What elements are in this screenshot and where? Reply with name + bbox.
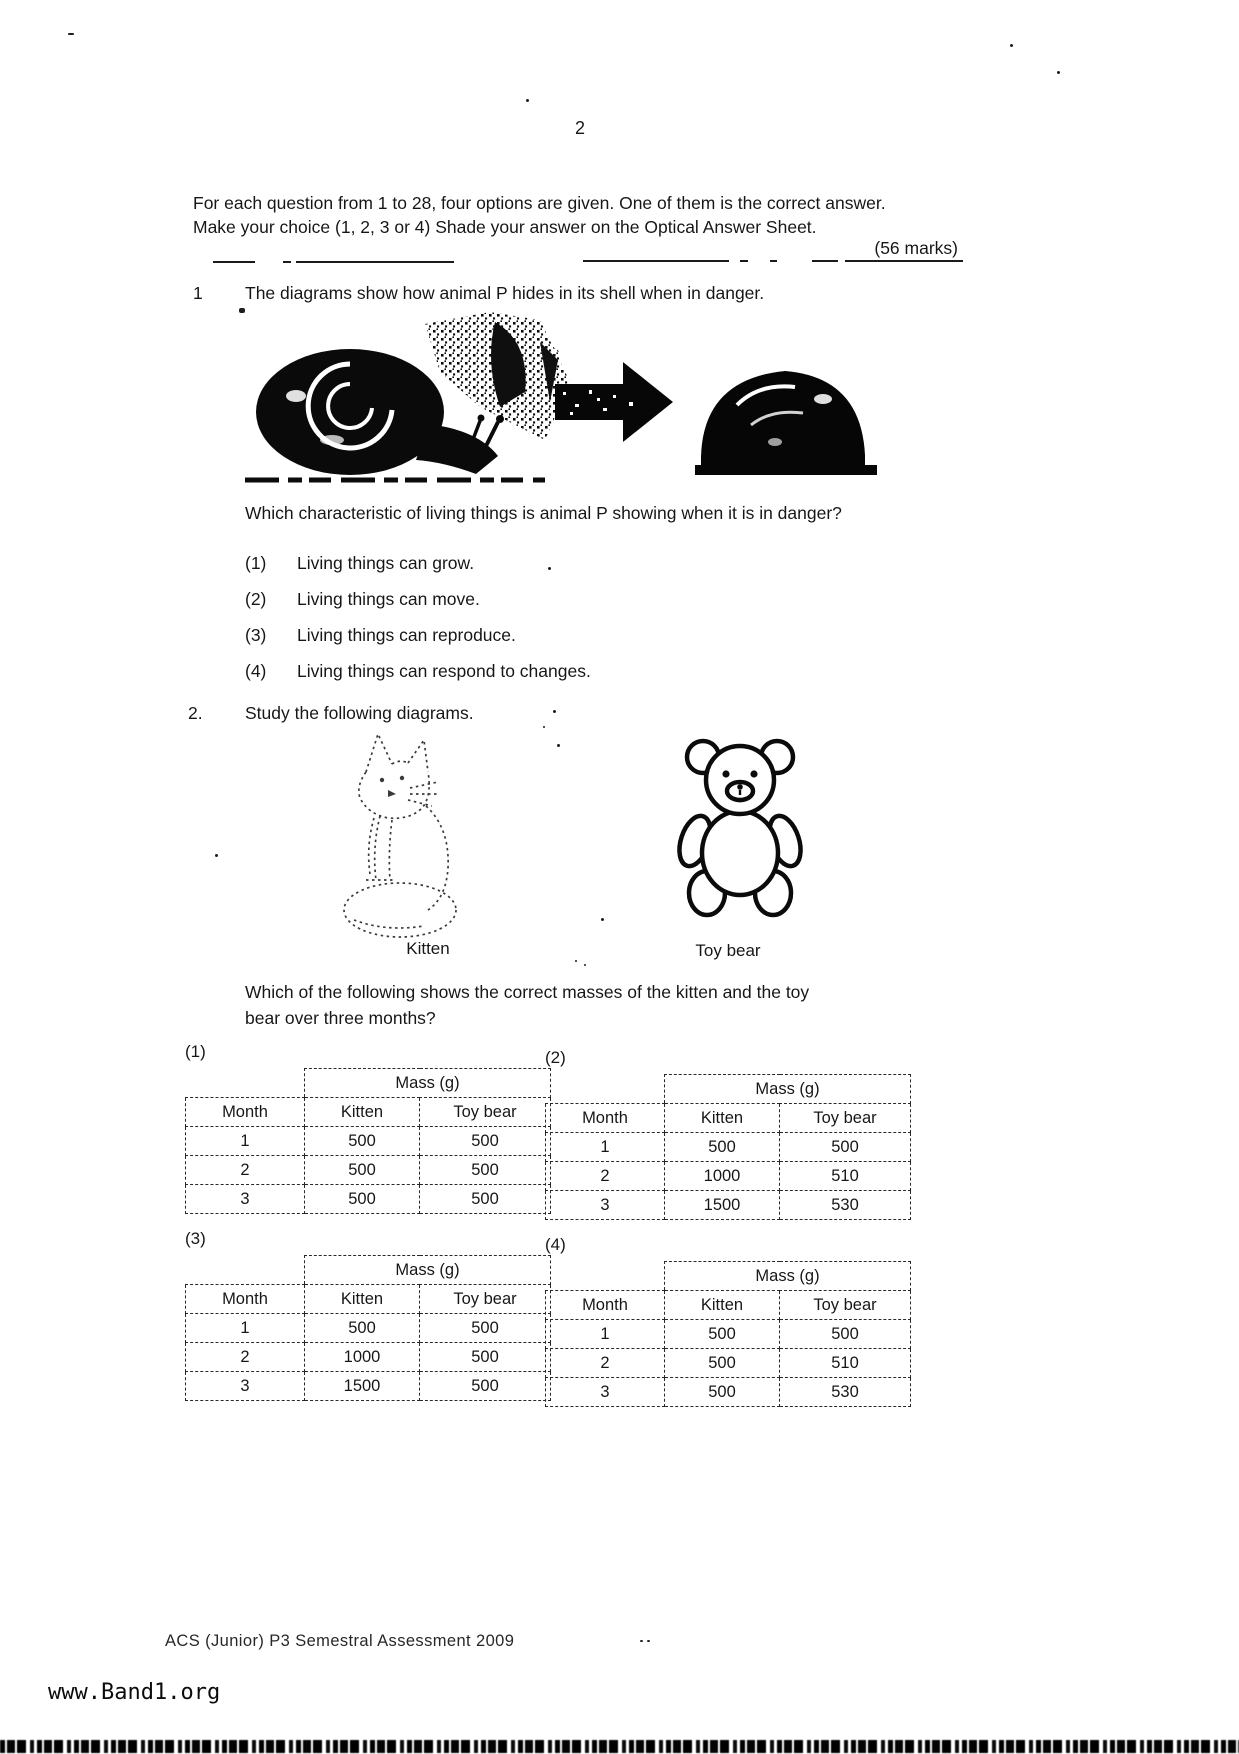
footer-text: ACS (Junior) P3 Semestral Assessment 2009 (165, 1632, 515, 1650)
snail-figure (240, 312, 880, 492)
col-header-toybear: Toy bear (420, 1098, 551, 1127)
option-label: (4) (545, 1235, 566, 1254)
table-row (186, 1314, 551, 1343)
answer-option-1 (185, 1042, 551, 1214)
table-cell: 500 (420, 1314, 551, 1343)
col-header-kitten: Kitten (305, 1285, 420, 1314)
answer-option-3 (185, 1229, 551, 1401)
mass-table-3 (185, 1255, 551, 1401)
toy-bear-image (665, 733, 815, 923)
table-cell: 500 (420, 1127, 551, 1156)
table-cell: 1000 (305, 1343, 420, 1372)
table-cell: 500 (420, 1156, 551, 1185)
mass-table-2 (545, 1074, 911, 1220)
scan-noise-strip (0, 1740, 1239, 1753)
q1-option-1 (245, 553, 474, 574)
instructions (193, 191, 886, 239)
table-cell: 500 (305, 1156, 420, 1185)
col-header-month: Month (186, 1285, 305, 1314)
q1-prompt: Which characteristic of living things is animal P showing when it is in danger? (245, 503, 842, 523)
mass-table-1 (185, 1068, 551, 1214)
q1-number: 1 (193, 283, 203, 303)
option-text: Living things can respond to changes. (297, 661, 591, 681)
table-cell: 1 (186, 1314, 305, 1343)
page-number: 2 (574, 118, 585, 138)
table-cell: 3 (186, 1185, 305, 1214)
table-cell: 500 (420, 1372, 551, 1401)
table-cell: 1 (186, 1127, 305, 1156)
table-row (186, 1185, 551, 1214)
table-cell: 2 (186, 1343, 305, 1372)
watermark-text: www.Band1.org (48, 1680, 221, 1705)
table-cell: 3 (186, 1372, 305, 1401)
table-row (186, 1372, 551, 1401)
option-number: (3) (245, 625, 267, 645)
table-cell: 500 (665, 1133, 780, 1162)
table-cell: 500 (665, 1349, 780, 1378)
table-cell: 500 (305, 1185, 420, 1214)
toybear-label: Toy bear (695, 941, 761, 960)
table-cell: 3 (546, 1378, 665, 1407)
answer-option-4 (545, 1235, 911, 1407)
option-text: Living things can reproduce. (297, 625, 516, 645)
snail-in-shell-image (695, 371, 877, 475)
table-cell: 2 (186, 1156, 305, 1185)
table-cell: 1 (546, 1133, 665, 1162)
table-cell: 2 (546, 1162, 665, 1191)
table-cell: 500 (305, 1127, 420, 1156)
table-row (546, 1133, 911, 1162)
table-cell: 500 (780, 1133, 911, 1162)
option-text: Living things can move. (297, 589, 480, 609)
table-row (186, 1156, 551, 1185)
instructions-line2: Make your choice (1, 2, 3 or 4) Shade your answer on the Optical Answer Sheet. (193, 217, 817, 238)
table-cell: 510 (780, 1349, 911, 1378)
col-header-toybear: Toy bear (780, 1104, 911, 1133)
col-header-kitten: Kitten (305, 1098, 420, 1127)
option-label: (2) (545, 1048, 566, 1067)
col-header-month: Month (546, 1104, 665, 1133)
kitten-image (322, 728, 482, 943)
option-number: (1) (245, 553, 267, 573)
table-cell: 1500 (665, 1191, 780, 1220)
mass-header: Mass (g) (665, 1262, 911, 1291)
q2-number: 2. (188, 703, 203, 723)
table-cell: 1500 (305, 1372, 420, 1401)
col-header-month: Month (546, 1291, 665, 1320)
col-header-month: Month (186, 1098, 305, 1127)
col-header-toybear: Toy bear (780, 1291, 911, 1320)
table-row (186, 1127, 551, 1156)
table-cell: 500 (665, 1320, 780, 1349)
table-cell: 530 (780, 1191, 911, 1220)
q1-option-4 (245, 661, 591, 682)
answer-option-2 (545, 1048, 911, 1220)
col-header-toybear: Toy bear (420, 1285, 551, 1314)
table-row (546, 1320, 911, 1349)
table-cell: 1 (546, 1320, 665, 1349)
mass-header: Mass (g) (665, 1075, 911, 1104)
table-row (546, 1378, 911, 1407)
kitten-label: Kitten (406, 939, 450, 958)
option-number: (4) (245, 661, 267, 681)
table-cell: 500 (420, 1185, 551, 1214)
table-cell: 500 (665, 1378, 780, 1407)
table-row (546, 1191, 911, 1220)
option-number: (2) (245, 589, 267, 609)
table-row (546, 1162, 911, 1191)
col-header-kitten: Kitten (665, 1291, 780, 1320)
col-header-kitten: Kitten (665, 1104, 780, 1133)
table-cell: 530 (780, 1378, 911, 1407)
q2-prompt-line1: Which of the following shows the correct masses of the kitten and the toy (245, 982, 810, 1002)
q1-option-2 (245, 589, 480, 610)
arrow-icon (555, 362, 673, 442)
table-cell: 500 (305, 1314, 420, 1343)
q2-stem: Study the following diagrams. (245, 703, 474, 723)
option-text: Living things can grow. (297, 553, 475, 573)
table-cell: 500 (420, 1343, 551, 1372)
q1-option-3 (245, 625, 516, 646)
table-row (546, 1349, 911, 1378)
table-cell: 2 (546, 1349, 665, 1378)
table-cell: 1000 (665, 1162, 780, 1191)
table-cell: 500 (780, 1320, 911, 1349)
marks-total: (56 marks) (874, 238, 958, 258)
q1-stem: The diagrams show how animal P hides in its shell when in danger. (245, 283, 765, 303)
mass-header: Mass (g) (305, 1256, 551, 1285)
mass-header: Mass (g) (305, 1069, 551, 1098)
table-cell: 3 (546, 1191, 665, 1220)
q2-prompt-line2: bear over three months? (245, 1008, 436, 1028)
mass-table-4 (545, 1261, 911, 1407)
table-row (186, 1343, 551, 1372)
option-label: (3) (185, 1229, 206, 1248)
table-cell: 510 (780, 1162, 911, 1191)
option-label: (1) (185, 1042, 206, 1061)
instructions-line1: For each question from 1 to 28, four options are given. One of them is the correct answer. (193, 193, 886, 213)
